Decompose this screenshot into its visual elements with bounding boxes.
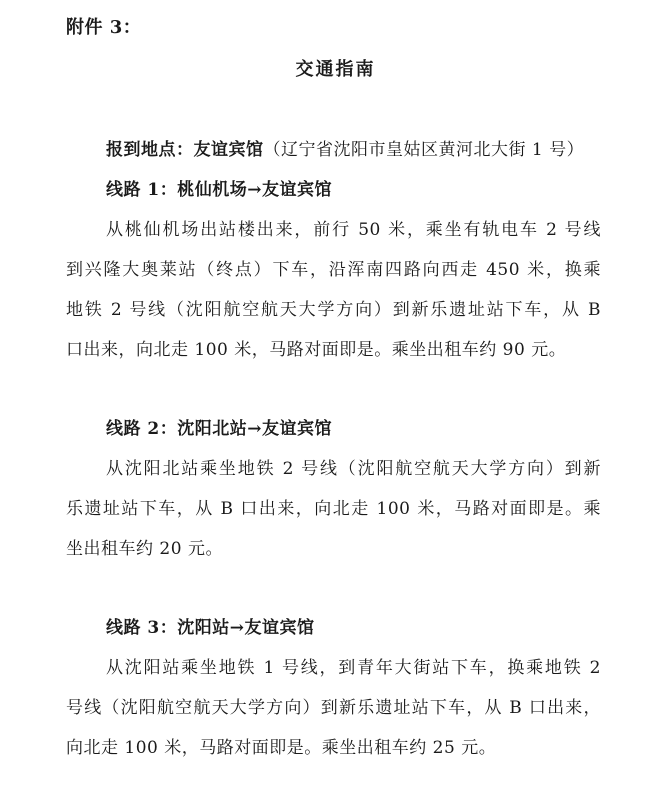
route-2-line-2: 乐遗址站下车，从 B 口出来，向北走 100 米，马路对面即是。乘: [66, 499, 601, 519]
route-1-heading: 线路 1：桃仙机场→友谊宾馆: [106, 180, 332, 200]
route-2-line-3: 坐出租车约 20 元。: [66, 539, 223, 559]
route-1-line-4: 口出来，向北走 100 米，马路对面即是。乘坐出租车约 90 元。: [66, 340, 567, 360]
report-location-address: （辽宁省沈阳市皇姑区黄河北大街 1 号）: [263, 140, 585, 160]
route-2-heading: 线路 2：沈阳北站→友谊宾馆: [106, 419, 332, 439]
attachment-label: 附件 3：: [66, 17, 142, 38]
route-3-line-2: 号线（沈阳航空航天大学方向）到新乐遗址站下车，从 B 口出来，: [66, 698, 601, 718]
route-1-line-1: 从桃仙机场出站楼出来，前行 50 米，乘坐有轨电车 2 号线: [106, 220, 601, 240]
page-title: 交通指南: [295, 59, 376, 80]
route-1-line-2: 到兴隆大奥莱站（终点）下车，沿浑南四路向西走 450 米，换乘: [66, 260, 601, 280]
route-3-heading: 线路 3：沈阳站→友谊宾馆: [106, 618, 315, 638]
report-location-label: 报到地点：友谊宾馆: [106, 140, 264, 160]
route-1-line-3: 地铁 2 号线（沈阳航空航天大学方向）到新乐遗址站下车，从 B: [66, 300, 601, 320]
route-2-line-1: 从沈阳北站乘坐地铁 2 号线（沈阳航空航天大学方向）到新: [106, 459, 601, 479]
route-3-line-3: 向北走 100 米，马路对面即是。乘坐出租车约 25 元。: [66, 738, 497, 758]
report-location: [106, 138, 584, 162]
route-3-line-1: 从沈阳站乘坐地铁 1 号线，到青年大街站下车，换乘地铁 2: [106, 658, 601, 678]
